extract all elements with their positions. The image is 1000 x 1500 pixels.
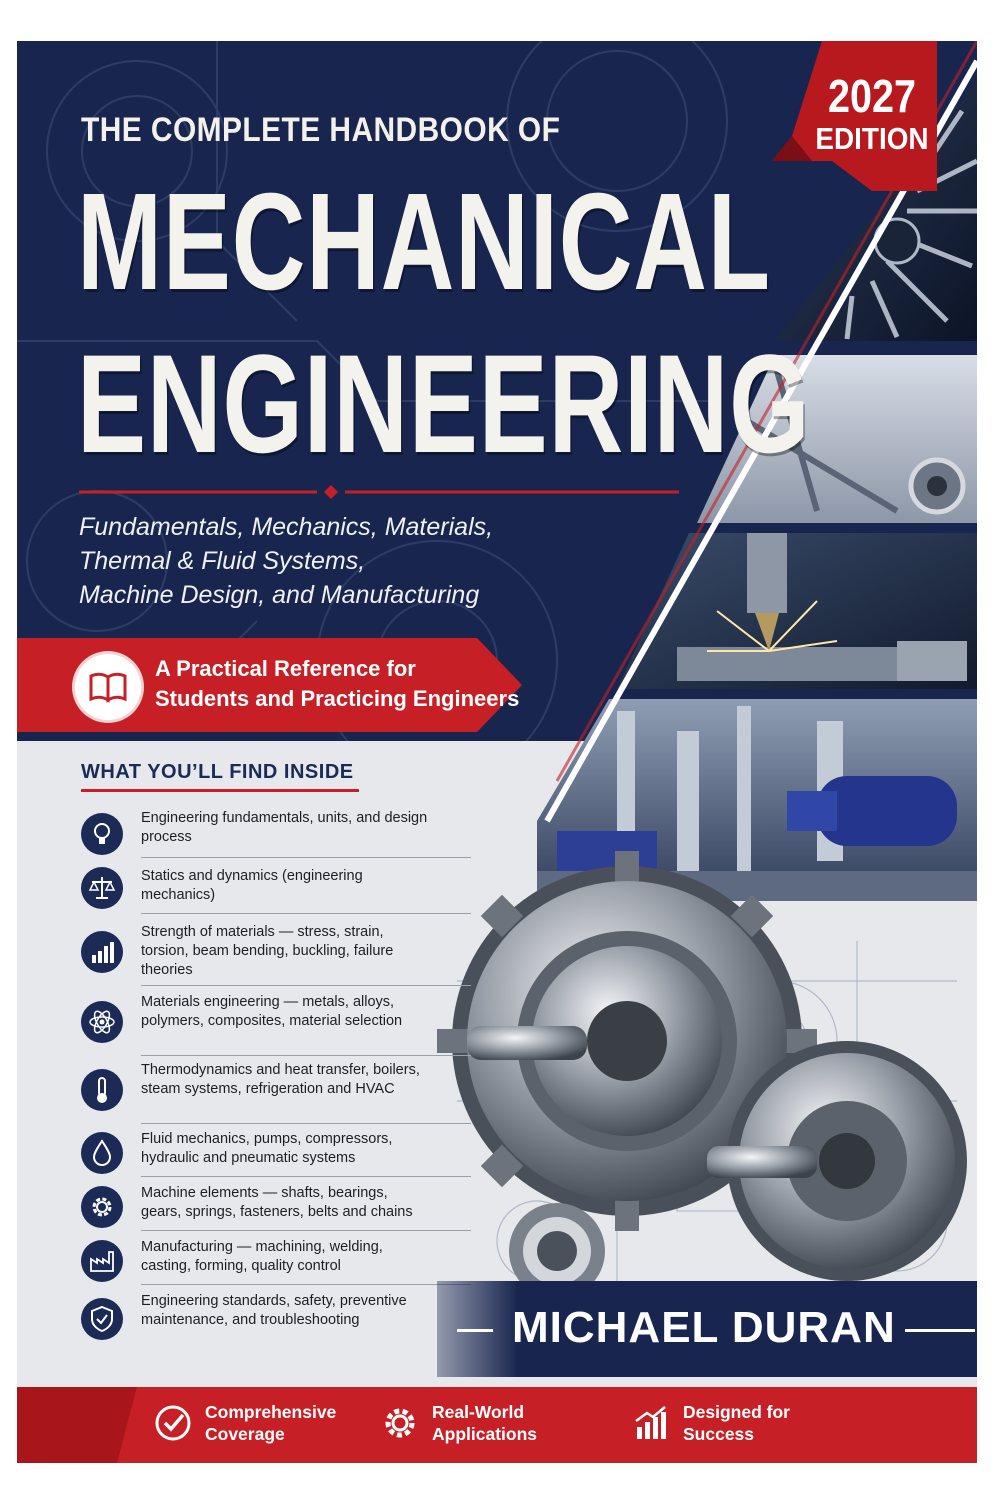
inside-item-text: Fluid mechanics, pumps, compressors, hydraulic and pneumatic systems [141, 1131, 393, 1166]
gear-icon [380, 1403, 420, 1443]
inside-item-text: Manufacturing — machining, welding, casting, forming, quality control [141, 1239, 383, 1274]
footer-feature-1-line-1: Comprehensive [205, 1402, 337, 1422]
item-divider [141, 913, 471, 914]
gear-illustration [437, 851, 967, 1299]
item-divider [141, 1055, 471, 1056]
banner-line-1: A Practical Reference for [155, 656, 416, 681]
item-divider [141, 1284, 471, 1285]
banner-line-2: Students and Practicing Engineers [155, 686, 520, 711]
edition-year: 2027 [827, 70, 917, 122]
shield-icon [81, 1298, 123, 1340]
pre-title: THE COMPLETE HANDBOOK OF [81, 111, 561, 149]
thermometer-icon [81, 1069, 123, 1111]
title-line-1: MECHANICAL [77, 165, 771, 319]
lightbulb-icon [81, 813, 123, 855]
inside-heading: WHAT YOU’LL FIND INSIDE [81, 761, 354, 783]
subtitle-line-1: Fundamentals, Mechanics, Materials, [79, 513, 494, 541]
item-divider [141, 1123, 471, 1124]
footer-feature-3 [683, 1401, 790, 1445]
book-icon [75, 654, 141, 720]
book-cover [17, 41, 977, 1463]
footer-feature-1 [205, 1401, 336, 1445]
title-line-2: ENGINEERING [77, 325, 811, 482]
footer-feature-2 [432, 1401, 537, 1445]
scale-icon [81, 867, 123, 909]
inside-item-text: Engineering fundamentals, units, and design process [141, 810, 428, 845]
item-divider [141, 985, 471, 986]
inside-item-text: Materials engineering — metals, alloys, polymers, composites, material selection [141, 994, 403, 1029]
footer-feature-1-line-2: Coverage [205, 1424, 285, 1444]
inside-item-text: Machine elements — shafts, bearings, gears, springs, fasteners, belts and chains [141, 1185, 413, 1220]
edition-label: EDITION [815, 121, 929, 156]
author-rule-left [457, 1329, 493, 1332]
gear-icon [81, 1186, 123, 1228]
inside-item-text: Thermodynamics and heat transfer, boilers, steam systems, refrigeration and HVAC [141, 1062, 420, 1097]
inside-item-text: Statics and dynamics (engineering mechanics) [141, 868, 363, 903]
author-rule-right [905, 1329, 975, 1332]
title-divider [79, 485, 679, 499]
footer-feature-2-line-1: Real-World [432, 1402, 525, 1422]
bar-chart-icon [81, 931, 123, 973]
factory-icon [81, 1240, 123, 1282]
author-name: MICHAEL DURAN [512, 1303, 896, 1352]
droplet-icon [81, 1132, 123, 1174]
atom-icon [81, 1001, 123, 1043]
item-divider [141, 857, 471, 858]
footer-feature-3-line-2: Success [683, 1424, 755, 1444]
subtitle-line-2: Thermal & Fluid Systems, [79, 547, 366, 575]
subtitle-line-3: Machine Design, and Manufacturing [79, 581, 480, 609]
growth-chart-icon [631, 1403, 671, 1443]
item-divider [141, 1176, 471, 1177]
footer-feature-2-line-2: Applications [432, 1424, 538, 1444]
inside-item-text: Engineering standards, safety, preventive maintenance, and troubleshooting [141, 1293, 407, 1328]
item-divider [141, 1230, 471, 1231]
footer-feature-3-line-1: Designed for [683, 1402, 790, 1422]
check-circle-icon [153, 1403, 193, 1443]
inside-item-text: Strength of materials — stress, strain, torsion, beam bending, buckling, failure theories [141, 924, 394, 978]
inside-heading-underline [81, 789, 359, 792]
